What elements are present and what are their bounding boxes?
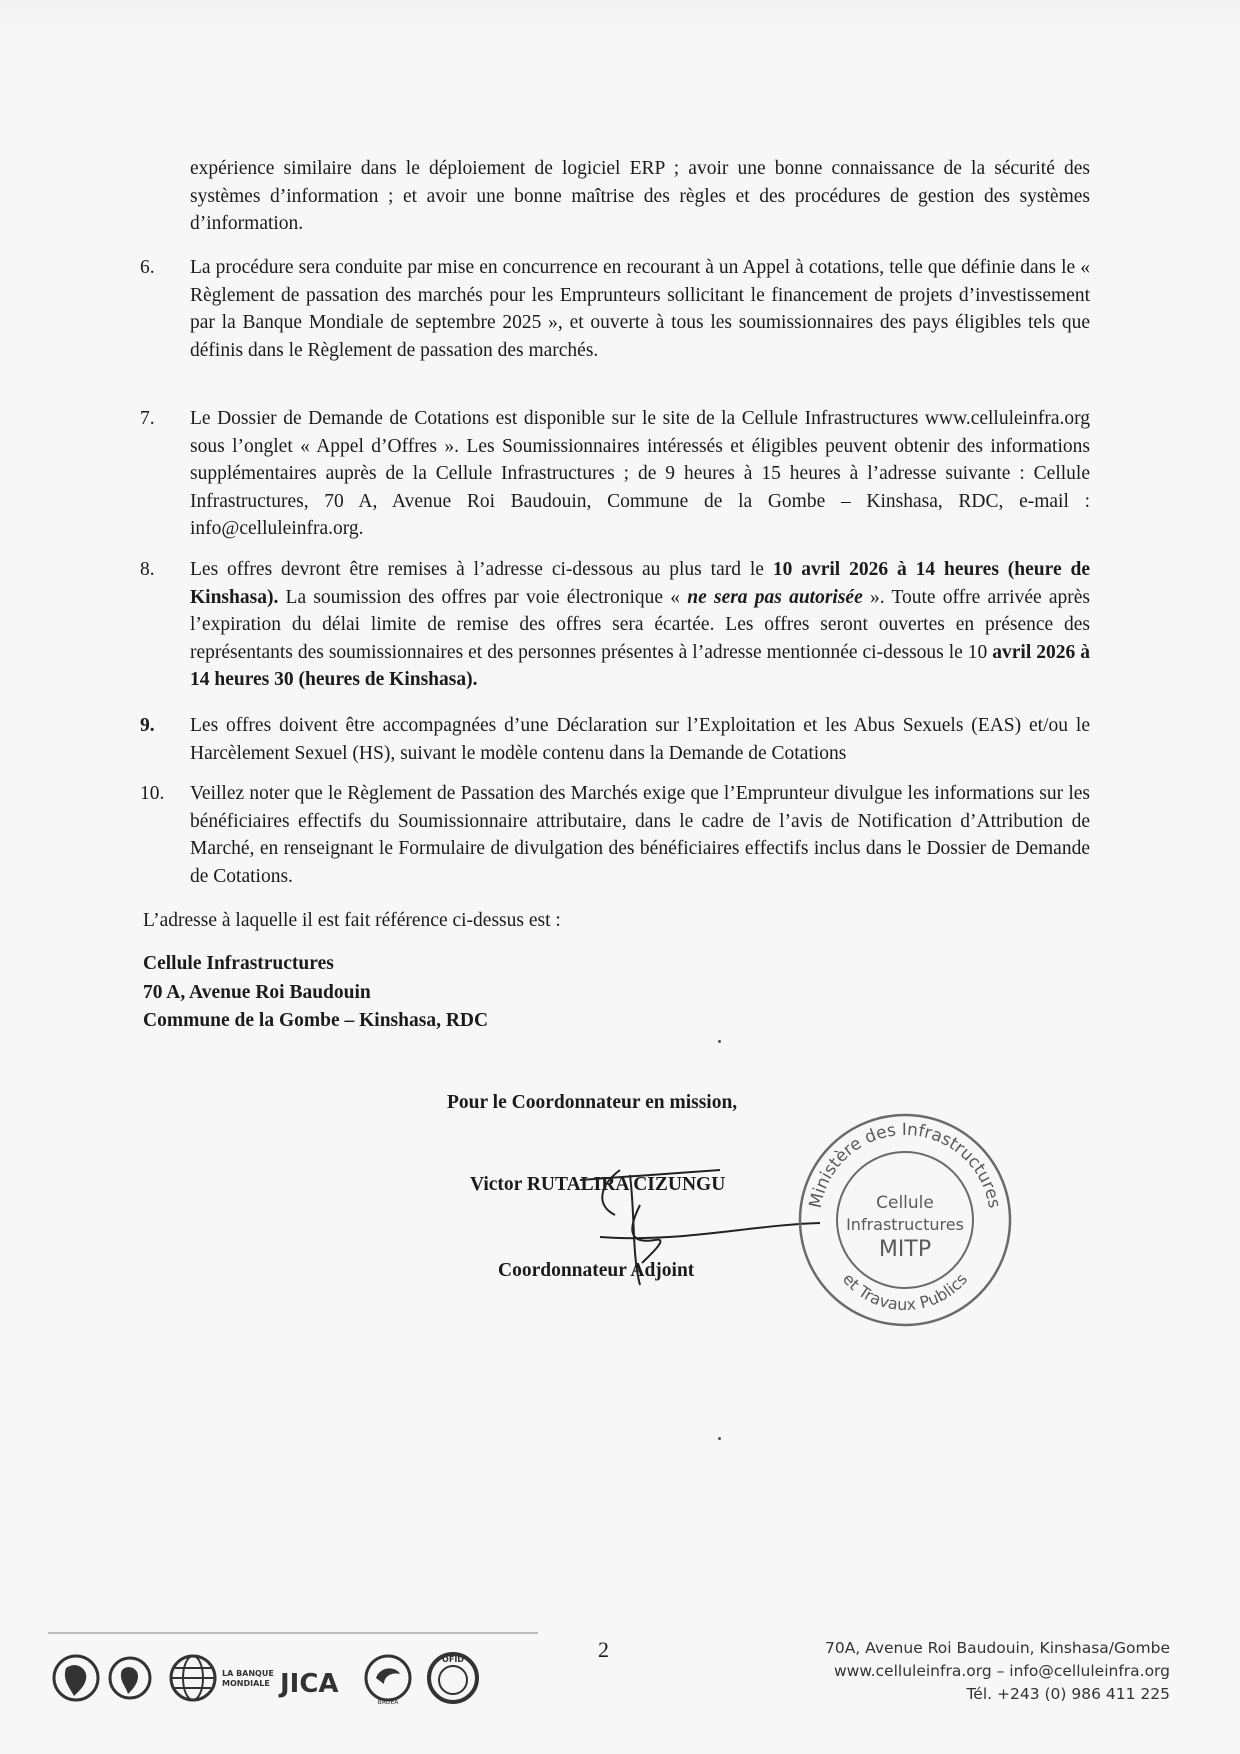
- footer-address: 70A, Avenue Roi Baudouin, Kinshasa/Gombe: [824, 1639, 1170, 1657]
- partner-logos: [48, 1640, 538, 1710]
- list-item: [140, 556, 1090, 694]
- badea-label: BADEA: [377, 1699, 399, 1706]
- paragraph-continuation: expérience similaire dans le déploiement de logiciel ERP ; avoir une bonne connaissance de la sécurité des systèmes d’information ; et avoir une bonne maîtrise des règles et des procédures de gestion des systèmes d’information.: [190, 158, 1090, 234]
- item-text: Le Dossier de Demande de Cotations est disponible sur le site de la Cellule Infrastructures www.celluleinfra.org sous l’onglet « Appel d’Offres ». Les Soumissionnaires intéressés et éligibles peuvent obtenir des informations supplémentaires auprès de la Cellule Infrastructures ; de 9 heures à 15 heures à l’adresse suivante : Cellule Infrastructures, 70 A, Avenue Roi Baudouin, Commune de la Gombe – Kinshasa, RDC, e-mail : info@celluleinfra.org.: [190, 408, 1090, 539]
- stamp-line: Cellule: [876, 1193, 934, 1213]
- stamp-outer-top: Ministère des Infrastructures: [805, 1119, 1005, 1210]
- official-stamp: [795, 1110, 1015, 1330]
- list-item: [140, 780, 1090, 890]
- deadline-date: 10 avril 2026 à 14 heures (heure de Kinshasa).: [190, 559, 1090, 608]
- scan-speck: [718, 1040, 721, 1043]
- item-number: 9.: [140, 715, 155, 736]
- item-text: [190, 556, 1090, 694]
- address-intro: L’adresse à laquelle il est fait référence ci-dessus est :: [143, 910, 561, 931]
- footer-divider: [48, 1632, 538, 1634]
- african-development-logo-icon: [110, 1658, 150, 1698]
- scan-top-band: [0, 0, 1240, 36]
- signatory-name: Victor RUTALIRA CIZUNGU: [470, 1174, 726, 1195]
- page-number: 2: [598, 1637, 609, 1662]
- stamp-line: MITP: [878, 1237, 932, 1262]
- world-bank-label: MONDIALE: [222, 1679, 270, 1688]
- stamp-outer-bottom: et Travaux Publics: [838, 1269, 972, 1315]
- signatory-role: Coordonnateur Adjoint: [498, 1260, 695, 1281]
- ofid-logo-icon: [429, 1654, 477, 1702]
- item-text: La procédure sera conduite par mise en concurrence en recourant à un Appel à cotations, telle que définie dans le « Règlement de passation des marchés pour les Emprunteurs sollicitant le financement de projets d’investissement par la Banque Mondiale de septembre 2025 », et ouverte à tous les soumissionnaires des pays éligibles tels que définis dans le Règlement de passation des marchés.: [190, 257, 1090, 361]
- item-text-part: ». Toute offre arrivée après l’expiration du délai limite de remise des offres sera écartée. Les offres seront ouvertes en présence des représentants des soumissionnaires et des personnes présentes à l’adresse mentionnée ci-dessous le 10: [190, 586, 1090, 663]
- item-number: 8.: [140, 559, 155, 580]
- opening-date: avril 2026 à 14 heures 30 (heures de Kinshasa).: [190, 641, 1090, 690]
- svg-text:et Travaux Publics: [839, 1269, 971, 1314]
- item-number: 6.: [140, 257, 155, 278]
- list-item: [140, 254, 1090, 364]
- african-union-logo-icon: [54, 1656, 98, 1700]
- item-text: Veillez noter que le Règlement de Passation des Marchés exige que l’Emprunteur divulgue les informations sur les bénéficiaires effectifs du Soumissionnaire attributaire, dans le cadre de l’avis de Notification d’Attribution de Marché, en renseignant le Formulaire de divulgation des bénéficiaires effectifs inclus dans le Dossier de Demande de Cotations.: [190, 783, 1090, 887]
- ofid-label: OFID: [442, 1655, 464, 1664]
- jica-logo-text: JICA: [280, 1669, 339, 1699]
- world-bank-label: LA BANQUE: [222, 1669, 274, 1678]
- address-line: Commune de la Gombe – Kinshasa, RDC: [143, 1010, 489, 1031]
- item-text-part: La soumission des offres par voie électronique «: [278, 586, 688, 608]
- item-text: Les offres doivent être accompagnées d’une Déclaration sur l’Exploitation et les Abus Sexuels (EAS) et/ou le Harcèlement Sexuel (HS), suivant le modèle contenu dans la Demande de Cotations: [190, 715, 1090, 764]
- footer-phone: Tél. +243 (0) 986 411 225: [966, 1685, 1170, 1703]
- scan-speck: [718, 1437, 721, 1440]
- list-item: [140, 405, 1090, 543]
- on-behalf-line: Pour le Coordonnateur en mission,: [447, 1092, 738, 1113]
- item-text-part: Les offres devront être remises à l’adresse ci-dessous au plus tard le: [190, 559, 773, 580]
- stamp-line: Infrastructures: [846, 1215, 964, 1234]
- footer-contact: [825, 1637, 1170, 1706]
- item-number: 7.: [140, 408, 155, 429]
- item-number: 10.: [140, 783, 165, 804]
- address-block: [143, 950, 488, 1036]
- badea-logo-icon: [366, 1656, 410, 1706]
- list-item: [140, 712, 1090, 767]
- address-line: 70 A, Avenue Roi Baudouin: [143, 981, 371, 1003]
- address-line: Cellule Infrastructures: [143, 953, 334, 974]
- electronic-submission-note: ne sera pas autorisée: [687, 586, 863, 608]
- footer-web-email: www.celluleinfra.org – info@celluleinfra.org: [834, 1662, 1170, 1680]
- world-bank-globe-icon: [171, 1656, 215, 1700]
